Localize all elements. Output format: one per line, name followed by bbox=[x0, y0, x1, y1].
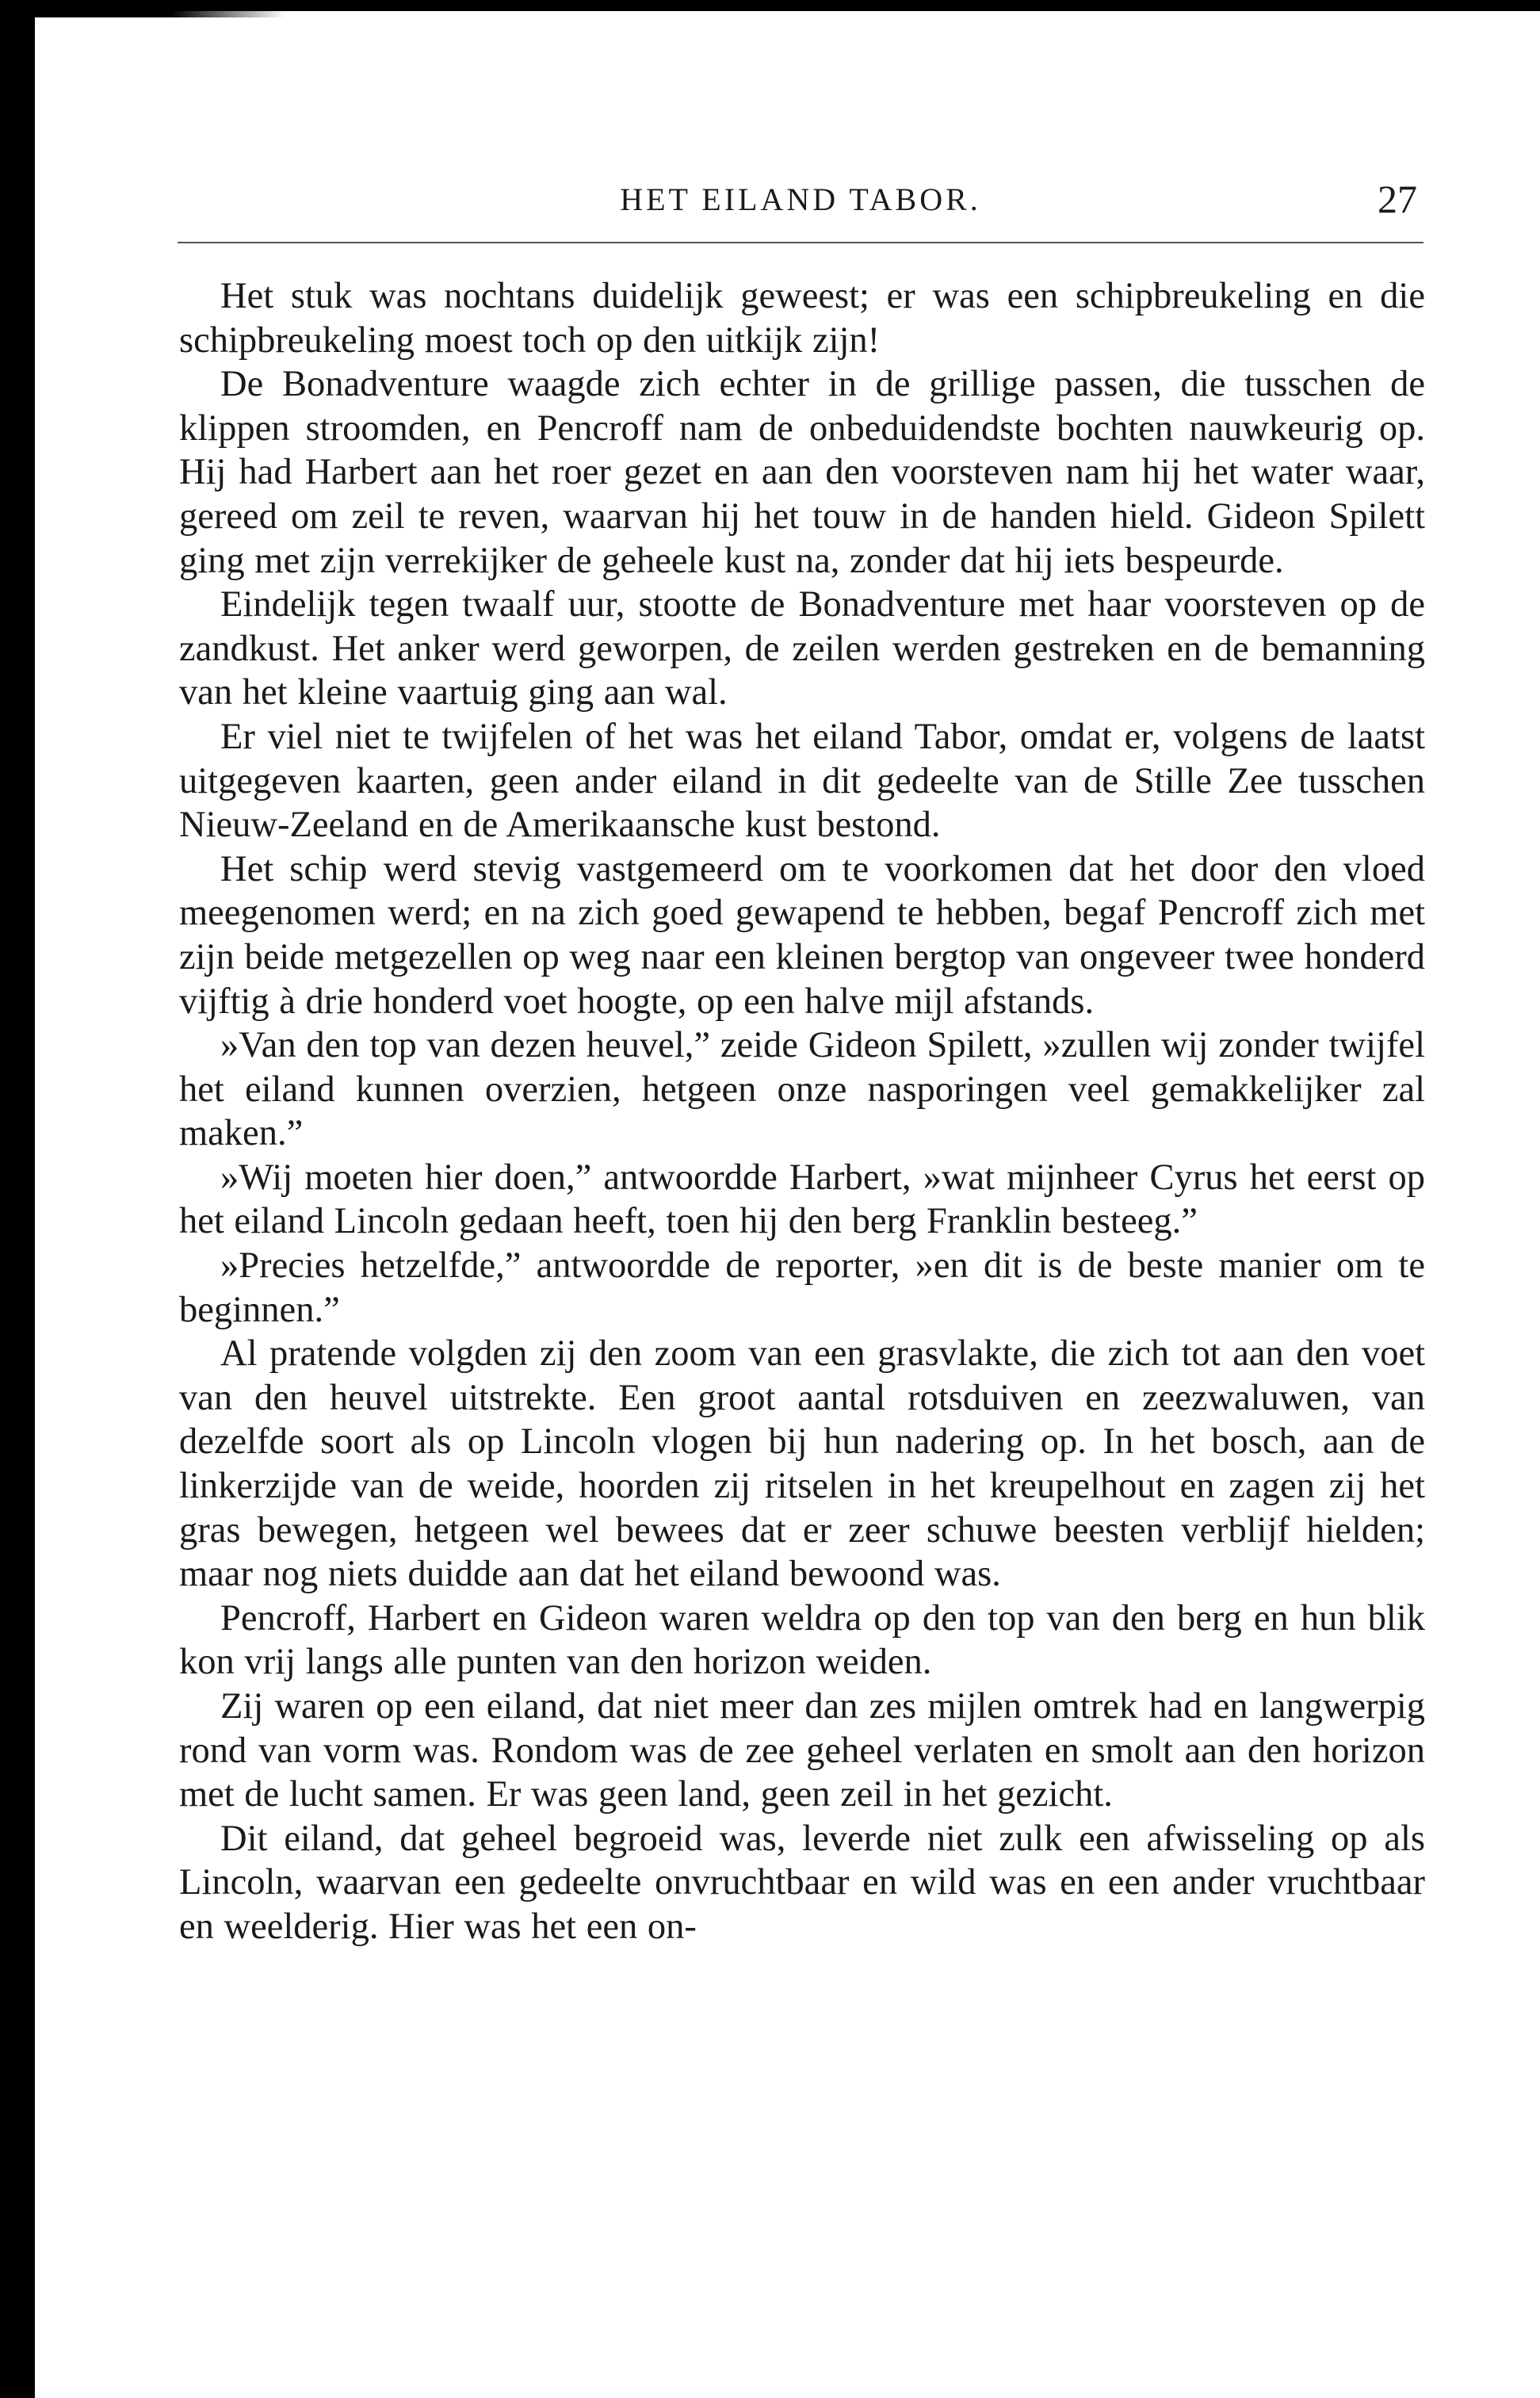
running-title: HET EILAND TABOR. bbox=[620, 182, 981, 217]
paragraph: Het stuk was nochtans duidelijk geweest; er was een schipbreukeling en die schipbreukeling moest toch op den uitkijk zijn! bbox=[179, 276, 1425, 361]
scan-border-top bbox=[0, 0, 1540, 11]
page-header bbox=[178, 176, 1423, 231]
header-rule bbox=[178, 242, 1423, 243]
paragraph: Het schip werd stevig vastgemeerd om te voorkomen dat het door den vloed meegenomen werd; en na zich goed gewapend te hebben, begaf Pencroff zich met zijn beide metgezellen op weg naar een kleinen bergtop van ongeveer twee honderd vijftig à drie honderd voet hoogte, op een halve mijl afstands. bbox=[179, 848, 1425, 1022]
paragraph: »Precies hetzelfde,” antwoordde de reporter, »en dit is de beste manier om te beginnen.” bbox=[179, 1245, 1425, 1330]
paragraph: Er viel niet te twijfelen of het was het eiland Tabor, omdat er, volgens de laatst uitgegeven kaarten, geen ander eiland in dit gedeelte van de Stille Zee tusschen Nieuw-Zeeland en de Amerikaansche kust bestond. bbox=[179, 716, 1425, 846]
paragraph: Zij waren op een eiland, dat niet meer dan zes mijlen omtrek had en langwerpig rond van vorm was. Rondom was de zee geheel verlaten en smolt aan den horizon met de lucht samen. Er was geen land, geen zeil in het gezicht. bbox=[179, 1686, 1425, 1815]
scan-border-top-shadow bbox=[0, 11, 285, 17]
paragraph: »Van den top van dezen heuvel,” zeide Gideon Spilett, »zullen wij zonder twijfel het eiland kunnen overzien, hetgeen onze nasporingen veel gemakkelijker zal maken.” bbox=[179, 1025, 1425, 1154]
paragraph: Al pratende volgden zij den zoom van een grasvlakte, die zich tot aan den voet van den heuvel uitstrekte. Een groot aantal rotsduiven en zeezwaluwen, van dezelfde soort als op Lincoln vlogen bij hun nadering op. In het bosch, aan de linkerzijde van de weide, hoorden zij ritselen in het kreupelhout en zagen zij het gras bewegen, hetgeen wel bewees dat er zeer schuwe beesten verblijf hielden; maar nog niets duidde aan dat het eiland bewoond was. bbox=[179, 1333, 1425, 1595]
paragraph: »Wij moeten hier doen,” antwoordde Harbert, »wat mijnheer Cyrus het eerst op het eiland Lincoln gedaan heeft, toen hij den berg Franklin besteeg.” bbox=[179, 1157, 1425, 1242]
paragraph: De Bonadventure waagde zich echter in de grillige passen, die tusschen de klippen stroomden, en Pencroff nam de onbeduidendste bochten nauwkeurig op. Hij had Harbert aan het roer gezet en aan den voorsteven nam hij het water waar, gereed om zeil te reven, waarvan hij het touw in de handen hield. Gideon Spilett ging met zijn verrekijker de geheele kust na, zonder dat hij iets bespeurde. bbox=[179, 364, 1425, 581]
page-number: 27 bbox=[1378, 177, 1417, 221]
paragraph: Eindelijk tegen twaalf uur, stootte de Bonadventure met haar voorsteven op de zandkust. Het anker werd geworpen, de zeilen werden gestreken en de bemanning van het kleine vaartuig ging aan wal. bbox=[179, 584, 1425, 713]
body-text bbox=[179, 274, 1425, 1949]
scan-border-left bbox=[0, 0, 35, 2398]
paragraph: Dit eiland, dat geheel begroeid was, leverde niet zulk een afwisseling op als Lincoln, waarvan een gedeelte onvruchtbaar en wild was en een ander vruchtbaar en weelderig. Hier was het een on- bbox=[179, 1818, 1425, 1947]
paragraph: Pencroff, Harbert en Gideon waren weldra op den top van den berg en hun blik kon vrij langs alle punten van den horizon weiden. bbox=[179, 1597, 1425, 1683]
